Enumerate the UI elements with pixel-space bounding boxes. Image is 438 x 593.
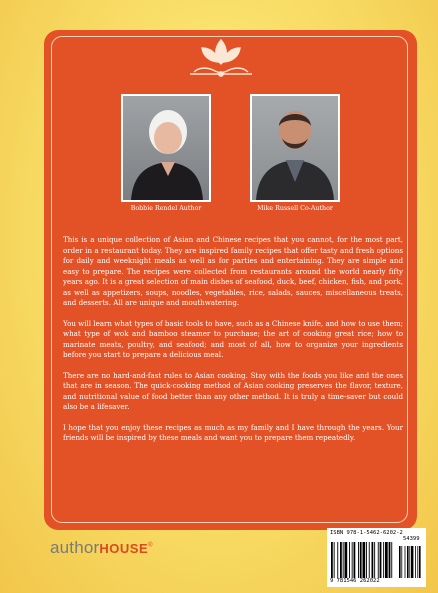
price-code: 54399 xyxy=(403,536,420,542)
author-caption: Bobbie Rendel Author xyxy=(130,205,202,212)
co-author-photo xyxy=(250,94,340,202)
barcode-number: 9 781546 262022 xyxy=(330,578,380,584)
barcode-bars-icon xyxy=(331,542,423,578)
logo-author-text: author xyxy=(50,538,100,557)
author-photo xyxy=(121,94,211,202)
registered-mark: ® xyxy=(148,542,153,549)
barcode xyxy=(327,528,426,587)
co-author-caption: Mike Russell Co-Author xyxy=(257,205,333,212)
isbn-text: ISBN 978-1-5462-6202-2 xyxy=(330,530,403,536)
paragraph: This is a unique collection of Asian and Chinese recipes that you cannot, for the most part, order in a restaurant today. They are inspired family recipes that offer tasty and fresh options for daily and weeknight meals as well as for parties and entertaining. They are simple and easy to prepare. The recipes were collected from restaurants around the world nearly fifty years ago. It is a great selection of main dishes of seafood, duck, beef, chicken, fish, and pork, as well as appetizers, soups, noodles, vegetables, rice, salads, sauces, miscellaneous treats, and desserts. All are unique and mouthwatering. xyxy=(63,235,403,307)
author-portrait-icon xyxy=(123,96,209,200)
publisher-logo xyxy=(50,538,153,558)
co-author-portrait-icon xyxy=(252,96,338,200)
description-text xyxy=(63,235,403,454)
paragraph: You will learn what types of basic tools to have, such as a Chinese knife, and how to use them; what type of wok and bamboo steamer to purchase; the art of cooking great rice; how to marinate meats, poultry, and seafood; and most of all, how to organize your ingredients before you start to prepare a delicious meal. xyxy=(63,318,403,359)
paragraph: I hope that you enjoy these recipes as much as my family and I have through the years. Your friends will be inspired by these meals and want you to prepare them repeatedly. xyxy=(63,422,403,442)
leaf-ornament-icon xyxy=(186,36,256,82)
paragraph: There are no hard-and-fast rules to Asian cooking. Stay with the foods you like and the ones that are in season. The quick-cooking method of Asian cooking preserves the flavor, texture, and nutritional value of food better than any other method. It is truly a time-saver but could also be a lifesaver. xyxy=(63,370,403,411)
logo-house-text: HOUSE xyxy=(99,541,149,556)
